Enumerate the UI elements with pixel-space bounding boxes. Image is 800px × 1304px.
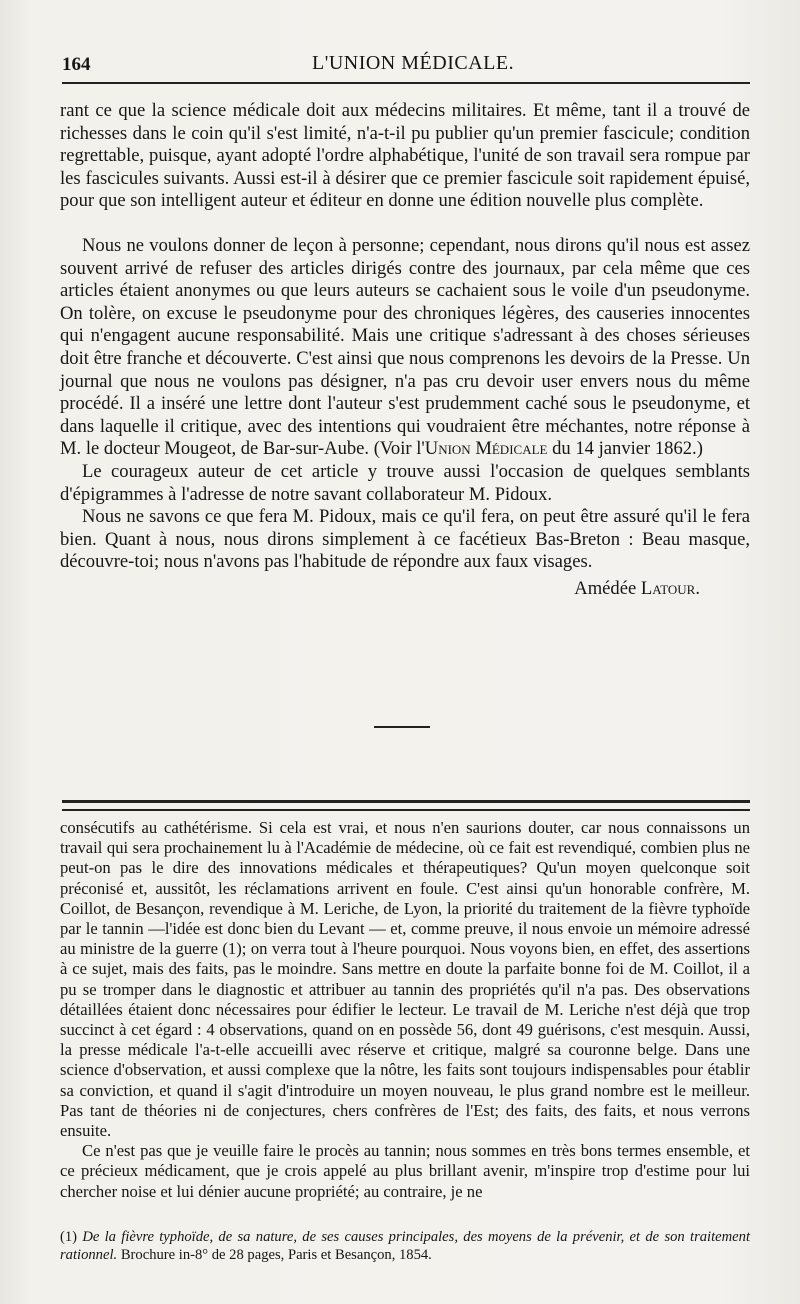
section-divider bbox=[374, 726, 430, 728]
article-text: Nous ne voulons donner de leçon à personne; cependant, nous dirons qu'il nous est assez souvent arrivé de refuser des articles dirigés contre des journaux, par cela même que ces articles étaient anonymes ou que leurs auteurs se cachaient sous le voile d'un pseudonyme. On tolère, on excuse le pseudonyme pour des chroniques légères, des causeries innocentes qui n'engagent aucune responsabilité. Mais une critique s'adressant à des choses sérieuses doit être franche et découverte. C'est ainsi que nous comprenons les devoirs de la Presse. Un journal que nous ne voulons pas désigner, n'a pas cru devoir user envers nous du même procédé. Il a inséré une lettre dont l'auteur s'est prudemment caché sous le pseudonyme, et dans laquelle il critique, avec des intentions qui voudraient être méchantes, notre réponse à M. le docteur Mougeot, de Bar-sur-Aube. (Voir l' bbox=[60, 234, 750, 460]
footnote-marker: (1) bbox=[60, 1229, 83, 1245]
signature bbox=[60, 578, 750, 601]
journal-name: Union Médicale bbox=[424, 438, 548, 460]
feuilleton-divider bbox=[62, 800, 750, 811]
header-rule bbox=[62, 82, 750, 84]
feuilleton-body bbox=[60, 818, 750, 1202]
article-paragraph: rant ce que la science médicale doit aux médecins militaires. Et même, tant il a trouvé de richesses dans le coin qu'il s'est limité, n'a-t-il pu publier qu'un premier fascicule; condition regrettable, puisque, ayant adopté l'ordre alphabétique, l'unité de son travail sera rompue par les fascicules suivants. Aussi est-il à désirer que ce premier fascicule soit rapidement épuisé, pour que son intelligent auteur et éditeur en donne une édition nouvelle plus complète. bbox=[60, 100, 750, 212]
article-paragraph: Le courageux auteur de cet article y trouve aussi l'occasion de quelques semblants d'épigrammes à l'adresse de notre savant collaborateur M. Pidoux. bbox=[60, 460, 750, 505]
running-title: L'UNION MÉDICALE. bbox=[312, 52, 515, 74]
article-paragraph: Nous ne savons ce que fera M. Pidoux, mais ce qu'il fera, on peut être assuré qu'il le fera bien. Quant à nous, nous dirons simplement à ce facétieux Bas-Breton : Beau masque, découvre-toi; nous n'avons pas l'habitude de répondre aux faux visages. bbox=[60, 506, 750, 573]
feuilleton-paragraph: consécutifs au cathétérisme. Si cela est vrai, et nous n'en saurions douter, car nous connaissons un travail qui sera prochainement lu à l'Académie de médecine, où ce fait est revendiqué, combien plus ne peut-on pas le dire des innovations médicales et thérapeutiques? Qu'un moyen quelconque soit préconisé et, aussitôt, les réclamations arrivent en foule. C'est ainsi qu'un honorable confrère, M. Coillot, de Besançon, revendique à M. Leriche, de Lyon, la priorité du traitement de la fièvre typhoïde par le tannin —l'idée est donc bien du Levant — et, comme preuve, il nous envoie un mémoire adressé au ministre de la guerre (1); on verra tout à l'heure pourquoi. Nous voyons bien, en effet, des assertions à ce sujet, mais des faits, pas le moindre. Sans mettre en doute la parfaite bonne foi de M. Coillot, il a pu se tromper dans le diagnostic et attribuer au tannin des propriétés qu'il n'a pas. Des observations détaillées étaient donc nécessaires pour édifier le lecteur. Le travail de M. Leriche n'est déjà que trop succinct à cet égard : 4 observations, quand on en possède 56, dont 49 guérisons, c'est mesquin. Aussi, la presse médicale l'a-t-elle accueilli avec réserve et critique, malgré sa couronne belge. Dans une science d'observation, et aussi complexe que la nôtre, les faits sont toujours indispensables pour établir sa conviction, et quand il s'agit d'introduire un moyen nouveau, le plus grand nombre est le meilleur. Pas tant de théories ni de conjectures, chers confrères de l'Est; des faits, des faits, et nous verrons ensuite. bbox=[60, 818, 750, 1141]
article-text: du 14 janvier 1862.) bbox=[547, 438, 703, 460]
footnote bbox=[60, 1228, 750, 1264]
article-body bbox=[60, 100, 750, 600]
footnote-title: De la fièvre typhoïde, de sa nature, de ses causes principales, des moyens de la prévenir, et de son traitement rationnel. bbox=[60, 1229, 750, 1263]
footnote-details: Brochure in-8° de 28 pages, Paris et Besançon, 1854. bbox=[117, 1247, 432, 1263]
page-header bbox=[62, 48, 750, 80]
page-number: 164 bbox=[62, 54, 91, 75]
signature-last-name: Latour. bbox=[640, 577, 700, 599]
paragraph-gap bbox=[60, 213, 750, 235]
feuilleton-paragraph: Ce n'est pas que je veuille faire le procès au tannin; nous sommes en très bons termes ensemble, et ce précieux médicament, que je crois appelé au plus brillant avenir, m'inspire trop d'estime pour lui chercher noise et lui dénier aucune propriété; au contraire, je ne bbox=[60, 1141, 750, 1201]
signature-first-name: Amédée bbox=[574, 577, 641, 599]
article-paragraph bbox=[60, 235, 750, 461]
